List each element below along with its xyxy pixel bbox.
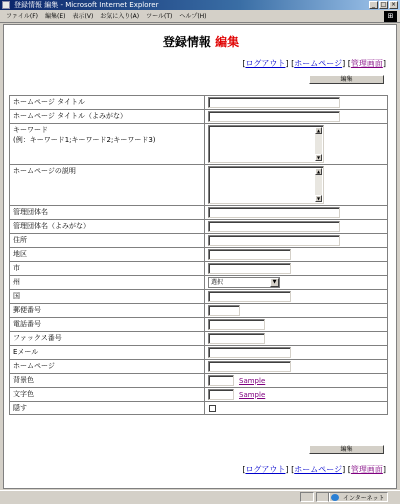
form-row	[10, 124, 388, 165]
form-row	[10, 248, 388, 262]
postal-code-label: 郵便番号	[10, 304, 205, 318]
homepage-title-input[interactable]	[208, 97, 340, 108]
description-scrollbar[interactable]	[315, 168, 322, 202]
minimize-button[interactable]: _	[369, 1, 378, 9]
form-row	[10, 346, 388, 360]
email-label: Eメール	[10, 346, 205, 360]
fax-input[interactable]	[208, 333, 265, 344]
form-row	[10, 290, 388, 304]
status-zone-text: インターネット	[343, 495, 385, 502]
menu-view[interactable]: 表示(V)	[72, 13, 94, 20]
close-button[interactable]: ×	[390, 1, 397, 8]
edit-button-top[interactable]: 編集	[309, 75, 384, 84]
status-bar	[0, 490, 400, 502]
email-input[interactable]	[208, 347, 291, 358]
org-name-kana-input[interactable]	[208, 221, 340, 232]
logout-link[interactable]: ログアウト	[245, 59, 286, 68]
windows-logo-icon: ⊞	[384, 11, 397, 22]
form-row	[10, 374, 388, 388]
menu-edit[interactable]: 編集(E)	[45, 13, 66, 20]
city-label: 市	[10, 262, 205, 276]
state-select[interactable]	[208, 277, 280, 288]
homepage-link[interactable]: ホームページ	[294, 465, 343, 474]
org-name-input[interactable]	[208, 207, 340, 218]
fax-label: ファックス番号	[10, 332, 205, 346]
admin-link[interactable]: 管理画面	[350, 465, 383, 474]
form-row	[10, 262, 388, 276]
menu-bar	[0, 10, 400, 23]
keywords-scrollbar[interactable]	[315, 127, 322, 161]
globe-icon	[331, 494, 339, 501]
bg-color-label: 背景色	[10, 374, 205, 388]
keywords-textarea[interactable]	[208, 125, 324, 163]
form-row	[10, 165, 388, 206]
form-row	[10, 276, 388, 290]
bg-color-input[interactable]	[208, 375, 234, 386]
form-row	[10, 332, 388, 346]
scroll-down-icon[interactable]: ▼	[316, 155, 321, 160]
org-name-kana-label: 管理団体名（よみがな）	[10, 220, 205, 234]
top-links: [ログアウト] [ホームページ] [管理画面]	[242, 59, 386, 68]
homepage-input[interactable]	[208, 361, 291, 372]
form-row	[10, 96, 388, 110]
edit-button-bottom[interactable]: 編集	[309, 445, 384, 454]
address-input[interactable]	[208, 235, 340, 246]
address-label: 住所	[10, 234, 205, 248]
page-content	[3, 24, 397, 489]
homepage-description-label: ホームページの説明	[10, 165, 205, 206]
form-row	[10, 360, 388, 374]
bottom-links: [ログアウト] [ホームページ] [管理画面]	[242, 465, 386, 474]
form-row	[10, 304, 388, 318]
district-label: 地区	[10, 248, 205, 262]
window-title: 登録情報 編集 - Microsoft Internet Explorer	[14, 1, 159, 9]
country-input[interactable]	[208, 291, 291, 302]
form-row	[10, 318, 388, 332]
city-input[interactable]	[208, 263, 291, 274]
form-row	[10, 234, 388, 248]
hide-label: 隠す	[10, 402, 205, 415]
window-controls	[369, 1, 398, 9]
status-zone	[328, 492, 388, 502]
homepage-link[interactable]: ホームページ	[294, 59, 343, 68]
form-row	[10, 220, 388, 234]
scroll-up-icon[interactable]: ▲	[316, 128, 321, 133]
bg-color-sample-link[interactable]: Sample	[239, 376, 266, 385]
country-label: 国	[10, 290, 205, 304]
maximize-button[interactable]: □	[380, 1, 387, 8]
chevron-down-icon[interactable]: ▼	[270, 278, 279, 287]
homepage-description-textarea[interactable]	[208, 166, 324, 204]
phone-label: 電話番号	[10, 318, 205, 332]
ie-icon	[2, 1, 10, 9]
postal-code-input[interactable]	[208, 305, 240, 316]
state-label: 州	[10, 276, 205, 290]
phone-input[interactable]	[208, 319, 265, 330]
menu-help[interactable]: ヘルプ(H)	[179, 13, 207, 20]
page-title-highlight: 編集	[215, 35, 240, 49]
form-row	[10, 206, 388, 220]
scroll-down-icon[interactable]: ▼	[316, 196, 321, 201]
status-cell	[300, 492, 314, 502]
page-title	[4, 33, 397, 50]
homepage-label: ホームページ	[10, 360, 205, 374]
registration-form	[9, 95, 388, 415]
homepage-title-label: ホームページ タイトル	[10, 96, 205, 110]
form-row	[10, 388, 388, 402]
form-row	[10, 110, 388, 124]
district-input[interactable]	[208, 249, 291, 260]
homepage-title-kana-input[interactable]	[208, 111, 340, 122]
text-color-input[interactable]	[208, 389, 234, 400]
keywords-hint: (例：キーワード1;キーワード2;キーワード3)	[13, 136, 156, 144]
text-color-label: 文字色	[10, 388, 205, 402]
menu-tools[interactable]: ツール(T)	[146, 13, 173, 20]
scroll-up-icon[interactable]: ▲	[316, 169, 321, 174]
logout-link[interactable]: ログアウト	[245, 465, 286, 474]
title-bar	[0, 0, 400, 10]
homepage-title-kana-label: ホームページ タイトル（よみがな）	[10, 110, 205, 124]
menu-favorites[interactable]: お気に入り(A)	[100, 13, 140, 20]
page-title-text: 登録情報	[162, 35, 211, 49]
menu-file[interactable]: ファイル(F)	[6, 13, 39, 20]
keywords-label: キーワード	[13, 126, 48, 134]
hide-checkbox[interactable]	[209, 405, 216, 412]
org-name-label: 管理団体名	[10, 206, 205, 220]
admin-link[interactable]: 管理画面	[350, 59, 383, 68]
text-color-sample-link[interactable]: Sample	[239, 390, 266, 399]
state-select-value: 選択	[211, 279, 224, 286]
form-row	[10, 402, 388, 415]
